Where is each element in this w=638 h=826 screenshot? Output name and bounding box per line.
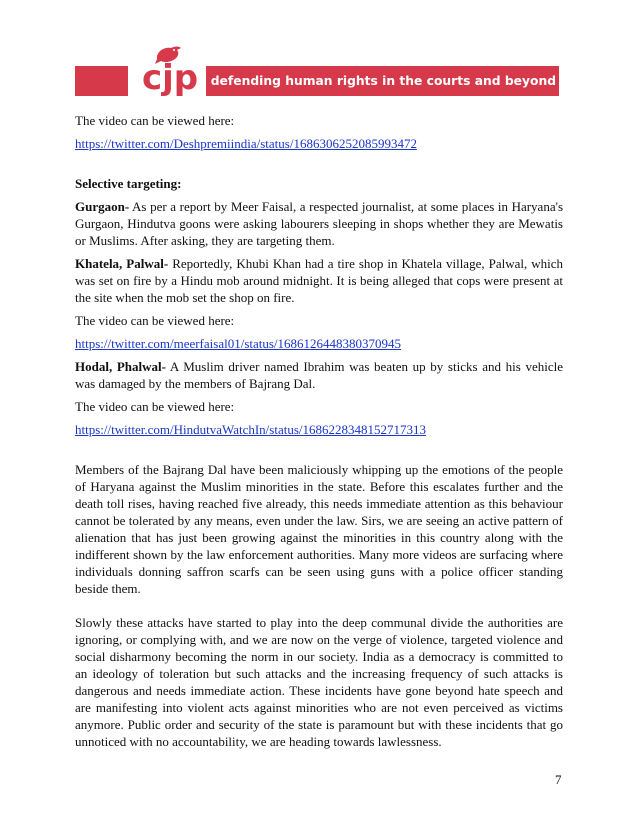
- hodal-place: Hodal, Phalwal-: [75, 359, 166, 374]
- hodal-text: A Muslim driver named Ibrahim was beaten up by sticks and his vehicle was damaged by the members of Bajrang Dal.: [75, 359, 563, 391]
- page-header: [75, 42, 559, 96]
- video-label-2: The video can be viewed here:: [75, 313, 235, 328]
- twitter-link-3[interactable]: https://twitter.com/HindutvaWatchIn/status/1686228348152717313: [75, 422, 427, 437]
- twitter-link-2[interactable]: https://twitter.com/meerfaisal01/status/1686126448380370945: [75, 336, 402, 351]
- khatela-text: Reportedly, Khubi Khan had a tire shop in Khatela village, Palwal, which was set on fire by a Hindu mob around midnight. It is being alleged that cops were present at the site when the mob set the shop on fire.: [75, 256, 563, 305]
- header-bar-left: [75, 66, 128, 96]
- body-paragraph-1: Members of the Bajrang Dal have been maliciously whipping up the emotions of the people of Haryana against the Muslim minorities in the state. Before this escalates further and the death toll rises, having reached five already, this needs immediate attention as this behaviour cannot be tolerated by any means, even under the law. Sirs, we are seeing an active pattern of alienation that has just been growing against the minorities in this country along with the indifferent shown by the law enforcement authorities. Many more videos are surfacing where individuals donning saffron scarfs can be seen using guns with a police officer standing beside them.: [75, 462, 563, 596]
- body-paragraph-2: Slowly these attacks have started to play into the deep communal divide the authorities are ignoring, or complying with, and we are now on the verge of violence, targeted violence and social disharmony becoming the norm in our society. India as a democracy is committed to an ideology of toleration but such attacks and the increasing frequency of such attacks is dangerous and needs immediate action. These incidents have gone beyond hate speech and are manifesting into violent acts against minorities who are not even perceived as victims anymore. Public order and security of the state is paramount but with these incidents that go unnoticed with no accountability, we are heading towards lawlessness.: [75, 615, 563, 749]
- video-label: The video can be viewed here:: [75, 113, 235, 128]
- gurgaon-paragraph: [75, 198, 563, 249]
- hodal-paragraph: [75, 358, 563, 392]
- gurgaon-place: Gurgaon-: [75, 199, 130, 214]
- khatela-place: Khatela, Palwal-: [75, 256, 169, 271]
- twitter-link-1[interactable]: https://twitter.com/Deshpremiindia/status/1686306252085993472: [75, 136, 417, 151]
- khatela-paragraph: [75, 255, 563, 306]
- svg-text:cjp: cjp: [142, 58, 199, 98]
- video-label-3: The video can be viewed here:: [75, 399, 235, 414]
- page-number: 7: [555, 772, 562, 787]
- page-content: [75, 112, 563, 750]
- gurgaon-text: As per a report by Meer Faisal, a respected journalist, at some places in Haryana's Gurgaon, Hindutva goons were asking labourers sleeping in shops whether they are Mewatis or Muslims. After asking, they are targeting them.: [75, 199, 563, 248]
- cjp-logo: [135, 42, 203, 98]
- section-heading: Selective targeting:: [75, 176, 182, 191]
- header-tagline: defending human rights in the courts and beyond: [210, 74, 556, 88]
